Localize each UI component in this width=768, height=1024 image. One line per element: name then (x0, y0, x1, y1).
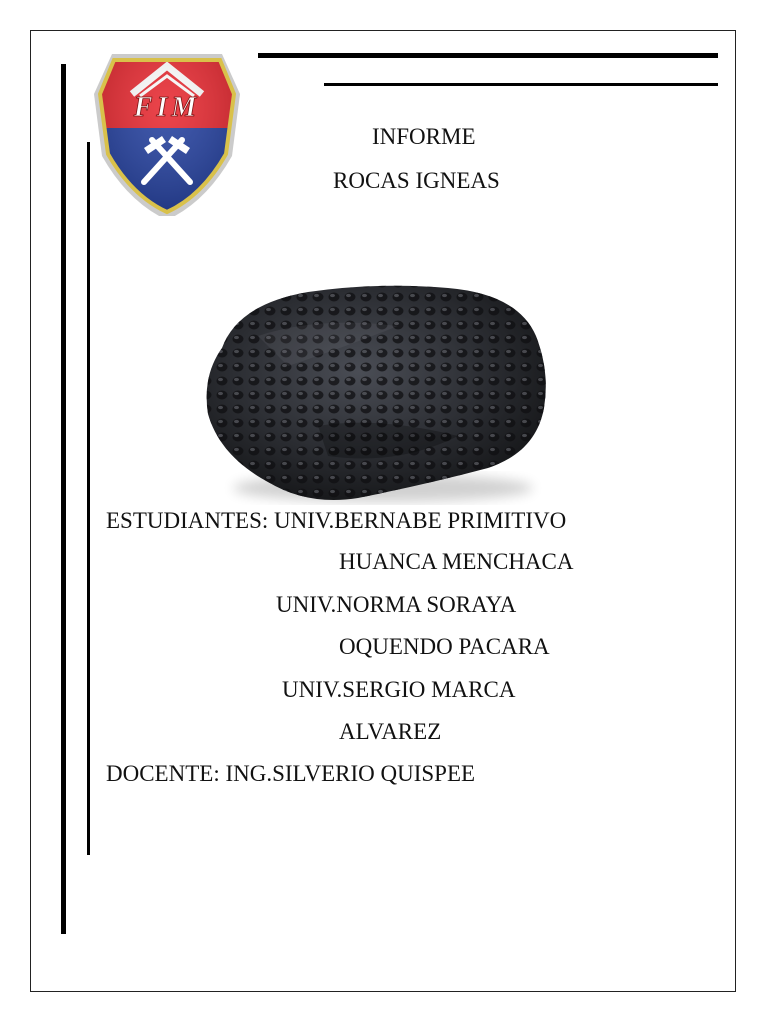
teacher-name: ING.SILVERIO QUISPEE (225, 761, 476, 786)
student-line-6: ALVAREZ (339, 719, 442, 744)
student-line-3: UNIV.NORMA SORAYA (276, 592, 517, 617)
student-line-2: HUANCA MENCHACA (339, 549, 574, 574)
teacher-line (106, 762, 475, 785)
fim-logo-icon (94, 36, 240, 216)
students-label-text: ESTUDIANTES: (106, 508, 269, 533)
students-label (106, 509, 566, 532)
student-line-1: UNIV.BERNABE PRIMITIVO (274, 508, 567, 533)
top-thick-line (258, 53, 718, 58)
report-subtitle: ROCAS IGNEAS (333, 168, 500, 193)
teacher-label: DOCENTE: (106, 761, 220, 786)
logo-text: FIM (133, 92, 201, 123)
student-line-5: UNIV.SERGIO MARCA (282, 677, 516, 702)
igneous-rock-image (198, 276, 558, 508)
left-thick-line (61, 64, 66, 934)
left-thin-line (87, 142, 90, 855)
report-title: INFORME (372, 124, 476, 149)
student-line-4: OQUENDO PACARA (339, 634, 550, 659)
top-thin-line (324, 83, 718, 86)
